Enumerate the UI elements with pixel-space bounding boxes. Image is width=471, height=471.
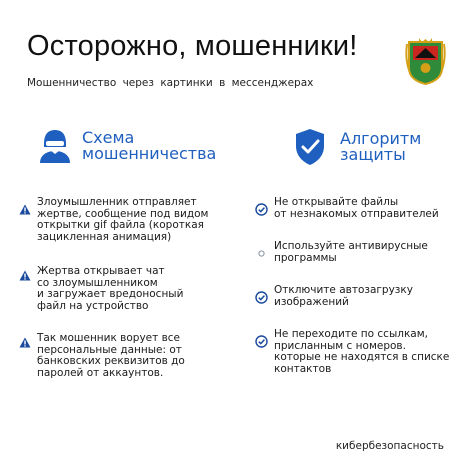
check-circle-icon	[255, 335, 268, 348]
check-circle-icon	[255, 247, 268, 260]
check-circle-icon	[255, 291, 268, 304]
warning-triangle-icon	[19, 204, 31, 215]
protection-heading-line-2: защиты	[340, 145, 406, 164]
scheme-step-1: Злоумышленник отправляет жертве, сообщение под видом открытки gif файла (короткая зацикленная анимация)	[19, 197, 208, 243]
hacker-icon	[36, 127, 74, 165]
scheme-step-2: Жертва открывает чат со злоумышленником и загружает вредоносный файл на устройство	[19, 266, 183, 312]
protection-heading	[292, 127, 421, 167]
warning-triangle-icon	[19, 337, 31, 348]
page-subtitle: Мошенничество через картинки в мессенджерах	[27, 77, 314, 89]
scheme-heading	[36, 127, 216, 165]
protection-tip-2: Используйте антивирусные программы	[255, 241, 428, 264]
check-circle-icon	[255, 203, 268, 216]
shield-check-icon	[292, 127, 328, 167]
scheme-heading-line-1: Схема	[82, 128, 135, 147]
coat-of-arms-icon	[405, 38, 446, 86]
scheme-step-3: Так мошенник ворует все персональные данные: от банковских реквизитов до паролей от аккаунтов.	[19, 333, 185, 379]
protection-heading-line-1: Алгоритм	[340, 129, 422, 148]
protection-tip-1: Не открывайте файлы от незнакомых отправителей	[255, 197, 439, 220]
protection-tip-3: Отключите автозагрузку изображений	[255, 285, 413, 308]
page-title: Осторожно, мошенники!	[27, 30, 358, 62]
warning-triangle-icon	[19, 270, 31, 281]
protection-tip-4: Не переходите по ссылкам, присланным с номеров. которые не находятся в списке контактов	[255, 329, 449, 375]
scheme-heading-line-2: мошенничества	[82, 144, 217, 163]
footer-tag: кибербезопасность	[335, 440, 444, 452]
